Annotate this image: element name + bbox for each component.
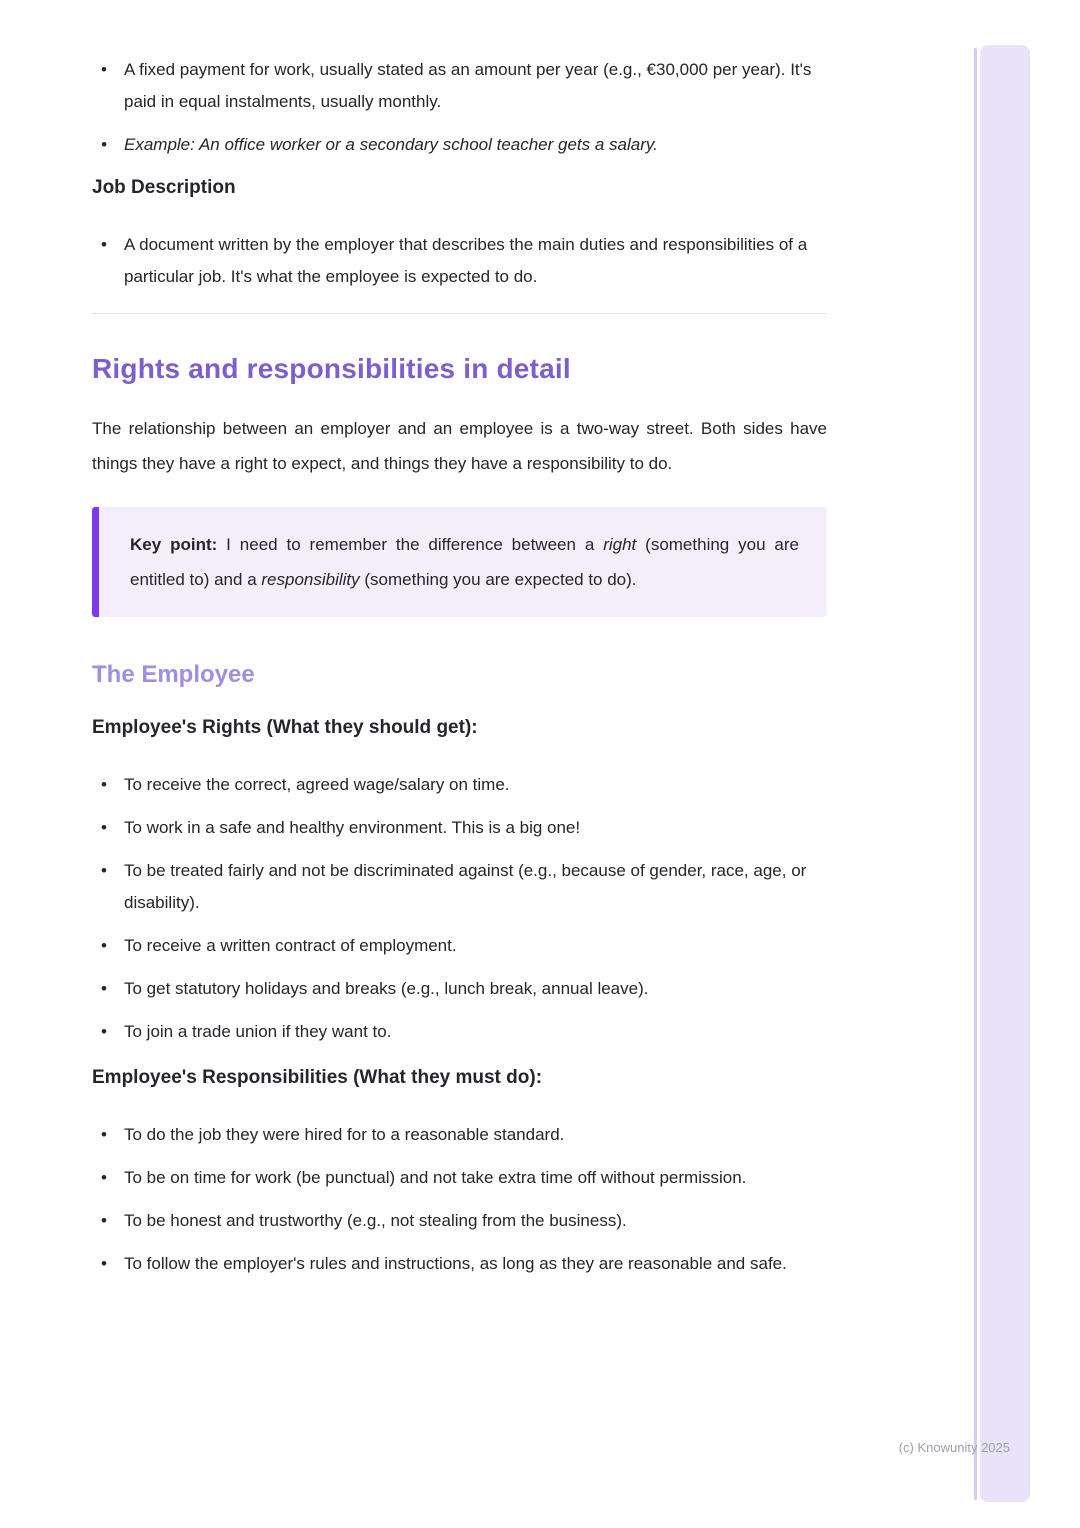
bullet-icon: • <box>101 60 107 79</box>
job-description-heading: Job Description <box>92 177 236 198</box>
list-item-text: To do the job they were hired for to a reasonable standard. <box>124 1125 565 1144</box>
bullet-icon: • <box>101 861 107 880</box>
bullet-icon: • <box>101 1211 107 1230</box>
bullet-icon: • <box>101 1125 107 1144</box>
employee-section-heading: The Employee <box>92 661 255 688</box>
key-point-term: right <box>603 535 637 554</box>
employee-responsibilities-heading: Employee's Responsibilities (What they must do): <box>92 1067 543 1088</box>
key-point-term: responsibility <box>261 570 360 589</box>
list-item-text: To follow the employer's rules and instructions, as long as they are reasonable and safe. <box>124 1254 787 1273</box>
list-item <box>92 1162 827 1194</box>
list-item-text: To get statutory holidays and breaks (e.g., lunch break, annual leave). <box>124 979 649 998</box>
list-item <box>92 1119 827 1151</box>
list-item-text: To be honest and trustworthy (e.g., not stealing from the business). <box>124 1211 627 1230</box>
section-intro-paragraph: The relationship between an employer and an employee is a two-way street. Both sides have things they have a right to expect, and things they have a responsibility to do. <box>92 419 827 473</box>
employee-rights-list <box>92 769 827 1048</box>
bullet-icon: • <box>101 979 107 998</box>
employee-rights-heading: Employee's Rights (What they should get): <box>92 717 478 738</box>
section-heading: Rights and responsibilities in detail <box>92 353 571 384</box>
bullet-icon: • <box>101 235 107 254</box>
bullet-icon: • <box>101 1168 107 1187</box>
list-item <box>92 1205 827 1237</box>
list-item-text: Example: An office worker or a secondary school teacher gets a salary. <box>124 135 658 154</box>
job-description-list <box>92 229 827 293</box>
salary-list <box>92 54 827 161</box>
list-item <box>92 1016 827 1048</box>
list-item-text: To join a trade union if they want to. <box>124 1022 392 1041</box>
key-point-label: Key point: <box>130 535 218 554</box>
list-item-text: To be treated fairly and not be discriminated against (e.g., because of gender, race, age, or disability). <box>124 861 807 912</box>
key-point-text <box>130 527 799 597</box>
bullet-icon: • <box>101 936 107 955</box>
list-item <box>92 812 827 844</box>
list-item-text: To receive a written contract of employment. <box>124 936 457 955</box>
page-edge-line <box>974 48 977 1500</box>
side-accent-strip <box>980 45 1030 1502</box>
bullet-icon: • <box>101 775 107 794</box>
key-point-segment: (something you are expected to do). <box>359 570 637 589</box>
bullet-icon: • <box>101 818 107 837</box>
content-area <box>92 54 827 1291</box>
bullet-icon: • <box>101 135 107 154</box>
list-item-text: To work in a safe and healthy environment. This is a big one! <box>124 818 581 837</box>
list-item-text: A fixed payment for work, usually stated as an amount per year (e.g., €30,000 per year). It's paid in equal instalments, usually monthly. <box>124 60 812 111</box>
key-point-callout <box>92 507 827 617</box>
bullet-icon: • <box>101 1022 107 1041</box>
bullet-icon: • <box>101 1254 107 1273</box>
list-item <box>92 129 827 161</box>
employee-responsibilities-list <box>92 1119 827 1280</box>
list-item-text: A document written by the employer that describes the main duties and responsibilities of a particular job. It's what the employee is expected to do. <box>124 235 808 286</box>
section-divider <box>92 313 827 314</box>
list-item <box>92 1248 827 1280</box>
list-item <box>92 930 827 962</box>
list-item <box>92 54 827 118</box>
list-item-text: To be on time for work (be punctual) and not take extra time off without permission. <box>124 1168 747 1187</box>
list-item <box>92 229 827 293</box>
key-point-segment: (something you are entitled to) and a <box>130 535 800 589</box>
copyright-watermark: (c) Knowunity 2025 <box>898 1440 1010 1455</box>
key-point-segment: I need to remember the difference between a <box>217 535 604 554</box>
list-item <box>92 855 827 919</box>
list-item <box>92 973 827 1005</box>
list-item-text: To receive the correct, agreed wage/salary on time. <box>124 775 510 794</box>
list-item <box>92 769 827 801</box>
